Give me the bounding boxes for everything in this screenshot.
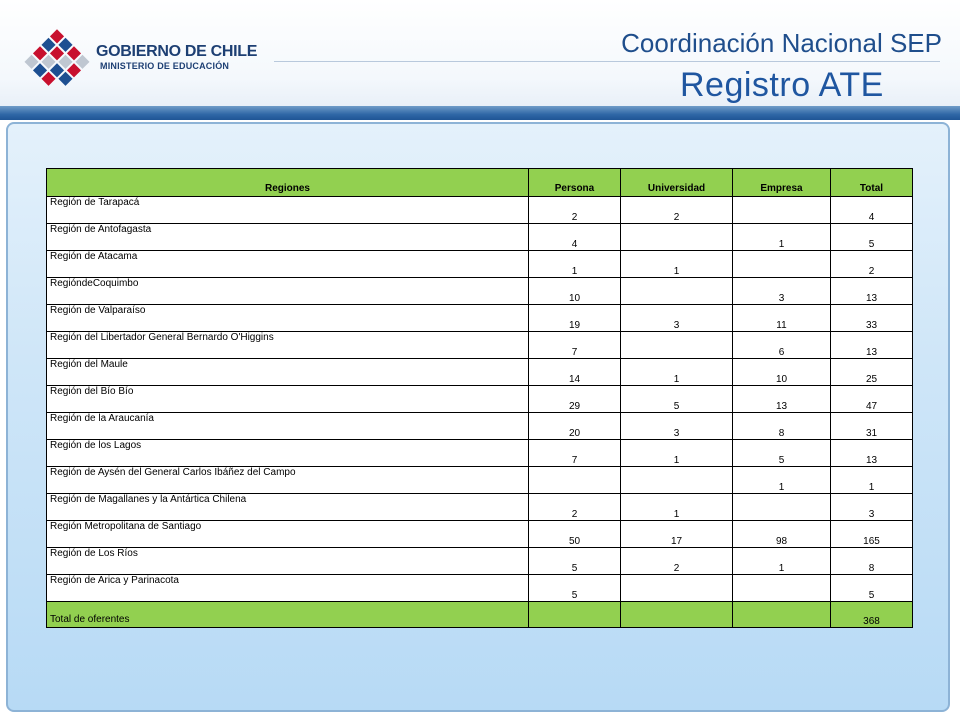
cell-region: Región de Atacama	[47, 251, 529, 278]
cell-empresa: 10	[733, 359, 831, 386]
cell-total: 13	[831, 278, 913, 305]
cell-persona: 2	[529, 494, 621, 521]
cell-empresa	[733, 197, 831, 224]
cell-empresa: 11	[733, 305, 831, 332]
page-subtitle: Registro ATE	[680, 66, 884, 104]
table-row	[47, 386, 913, 413]
cell-universidad	[621, 332, 733, 359]
cell-total: 5	[831, 575, 913, 602]
cell-empresa: 6	[733, 332, 831, 359]
cell-region: Región de Arica y Parinacota	[47, 575, 529, 602]
cell-persona: 7	[529, 440, 621, 467]
cell-empresa: 13	[733, 386, 831, 413]
cell-universidad: 17	[621, 521, 733, 548]
header	[0, 0, 960, 112]
table-row	[47, 494, 913, 521]
registro-table	[46, 168, 913, 628]
cell-region: Región de Tarapacá	[47, 197, 529, 224]
cell-total: 1	[831, 467, 913, 494]
cell-total: 5	[831, 224, 913, 251]
cell-total: 31	[831, 413, 913, 440]
table-row	[47, 413, 913, 440]
table-row	[47, 197, 913, 224]
table-total-row	[47, 602, 913, 628]
cell-total: 4	[831, 197, 913, 224]
cell-total: 13	[831, 332, 913, 359]
cell-region: Región Metropolitana de Santiago	[47, 521, 529, 548]
cell-region: Región de Los Ríos	[47, 548, 529, 575]
cell-region: Región de Aysén del General Carlos Ibáñez del Campo	[47, 467, 529, 494]
col-header-total: Total	[831, 169, 913, 197]
cell-total: 13	[831, 440, 913, 467]
table-row	[47, 359, 913, 386]
cell-universidad	[621, 467, 733, 494]
cell-persona: 4	[529, 224, 621, 251]
table-row	[47, 467, 913, 494]
cell-persona: 10	[529, 278, 621, 305]
cell-persona: 5	[529, 575, 621, 602]
cell-persona	[529, 467, 621, 494]
table-row	[47, 305, 913, 332]
total-value: 368	[831, 602, 913, 628]
logo-text-gobierno: GOBIERNO DE CHILE	[96, 43, 258, 60]
cell-region: Región del Libertador General Bernardo O'Higgins	[47, 332, 529, 359]
cell-persona: 50	[529, 521, 621, 548]
cell-region: Región del Bío Bío	[47, 386, 529, 413]
cell-region: Región de Antofagasta	[47, 224, 529, 251]
col-header-empresa: Empresa	[733, 169, 831, 197]
cell-total: 25	[831, 359, 913, 386]
cell-total: 2	[831, 251, 913, 278]
cell-empresa: 8	[733, 413, 831, 440]
cell-total: 165	[831, 521, 913, 548]
cell-persona: 20	[529, 413, 621, 440]
cell-universidad: 2	[621, 548, 733, 575]
cell-universidad: 5	[621, 386, 733, 413]
cell-total: 8	[831, 548, 913, 575]
cell-region: RegióndeCoquimbo	[47, 278, 529, 305]
cell-empresa: 1	[733, 224, 831, 251]
total-persona-empty	[529, 602, 621, 628]
cell-total: 47	[831, 386, 913, 413]
total-universidad-empty	[621, 602, 733, 628]
table-row	[47, 332, 913, 359]
cell-universidad	[621, 224, 733, 251]
cell-universidad	[621, 575, 733, 602]
cell-empresa: 5	[733, 440, 831, 467]
table-row	[47, 575, 913, 602]
page-title: Coordinación Nacional SEP	[621, 28, 942, 58]
cell-persona: 2	[529, 197, 621, 224]
cell-empresa: 1	[733, 467, 831, 494]
cell-region: Región de la Araucanía	[47, 413, 529, 440]
cell-region: Región de Magallanes y la Antártica Chilena	[47, 494, 529, 521]
cell-empresa	[733, 251, 831, 278]
cell-universidad: 2	[621, 197, 733, 224]
cell-universidad: 3	[621, 305, 733, 332]
cell-persona: 1	[529, 251, 621, 278]
table-header-row	[47, 169, 913, 197]
header-divider	[274, 61, 940, 62]
cell-persona: 29	[529, 386, 621, 413]
table-row	[47, 278, 913, 305]
cell-persona: 14	[529, 359, 621, 386]
cell-region: Región de Valparaíso	[47, 305, 529, 332]
cell-universidad: 1	[621, 440, 733, 467]
cell-universidad: 1	[621, 251, 733, 278]
cell-empresa: 98	[733, 521, 831, 548]
col-header-persona: Persona	[529, 169, 621, 197]
cell-persona: 7	[529, 332, 621, 359]
cell-total: 3	[831, 494, 913, 521]
cell-universidad: 1	[621, 494, 733, 521]
header-bar	[0, 106, 960, 120]
cell-universidad: 3	[621, 413, 733, 440]
cell-total: 33	[831, 305, 913, 332]
table-row	[47, 548, 913, 575]
col-header-universidad: Universidad	[621, 169, 733, 197]
table-row	[47, 521, 913, 548]
cell-empresa: 3	[733, 278, 831, 305]
cell-region: Región de los Lagos	[47, 440, 529, 467]
cell-region: Región del Maule	[47, 359, 529, 386]
cell-empresa: 1	[733, 548, 831, 575]
cell-empresa	[733, 575, 831, 602]
total-label: Total de oferentes	[47, 602, 529, 628]
total-empresa-empty	[733, 602, 831, 628]
cell-persona: 5	[529, 548, 621, 575]
table-row	[47, 224, 913, 251]
table-row	[47, 440, 913, 467]
col-header-regiones: Regiones	[47, 169, 529, 197]
cell-persona: 19	[529, 305, 621, 332]
logo-text-ministerio: MINISTERIO DE EDUCACIÓN	[100, 61, 230, 71]
cell-empresa	[733, 494, 831, 521]
gobierno-chile-logo-icon	[22, 26, 92, 92]
cell-universidad	[621, 278, 733, 305]
cell-universidad: 1	[621, 359, 733, 386]
table-row	[47, 251, 913, 278]
